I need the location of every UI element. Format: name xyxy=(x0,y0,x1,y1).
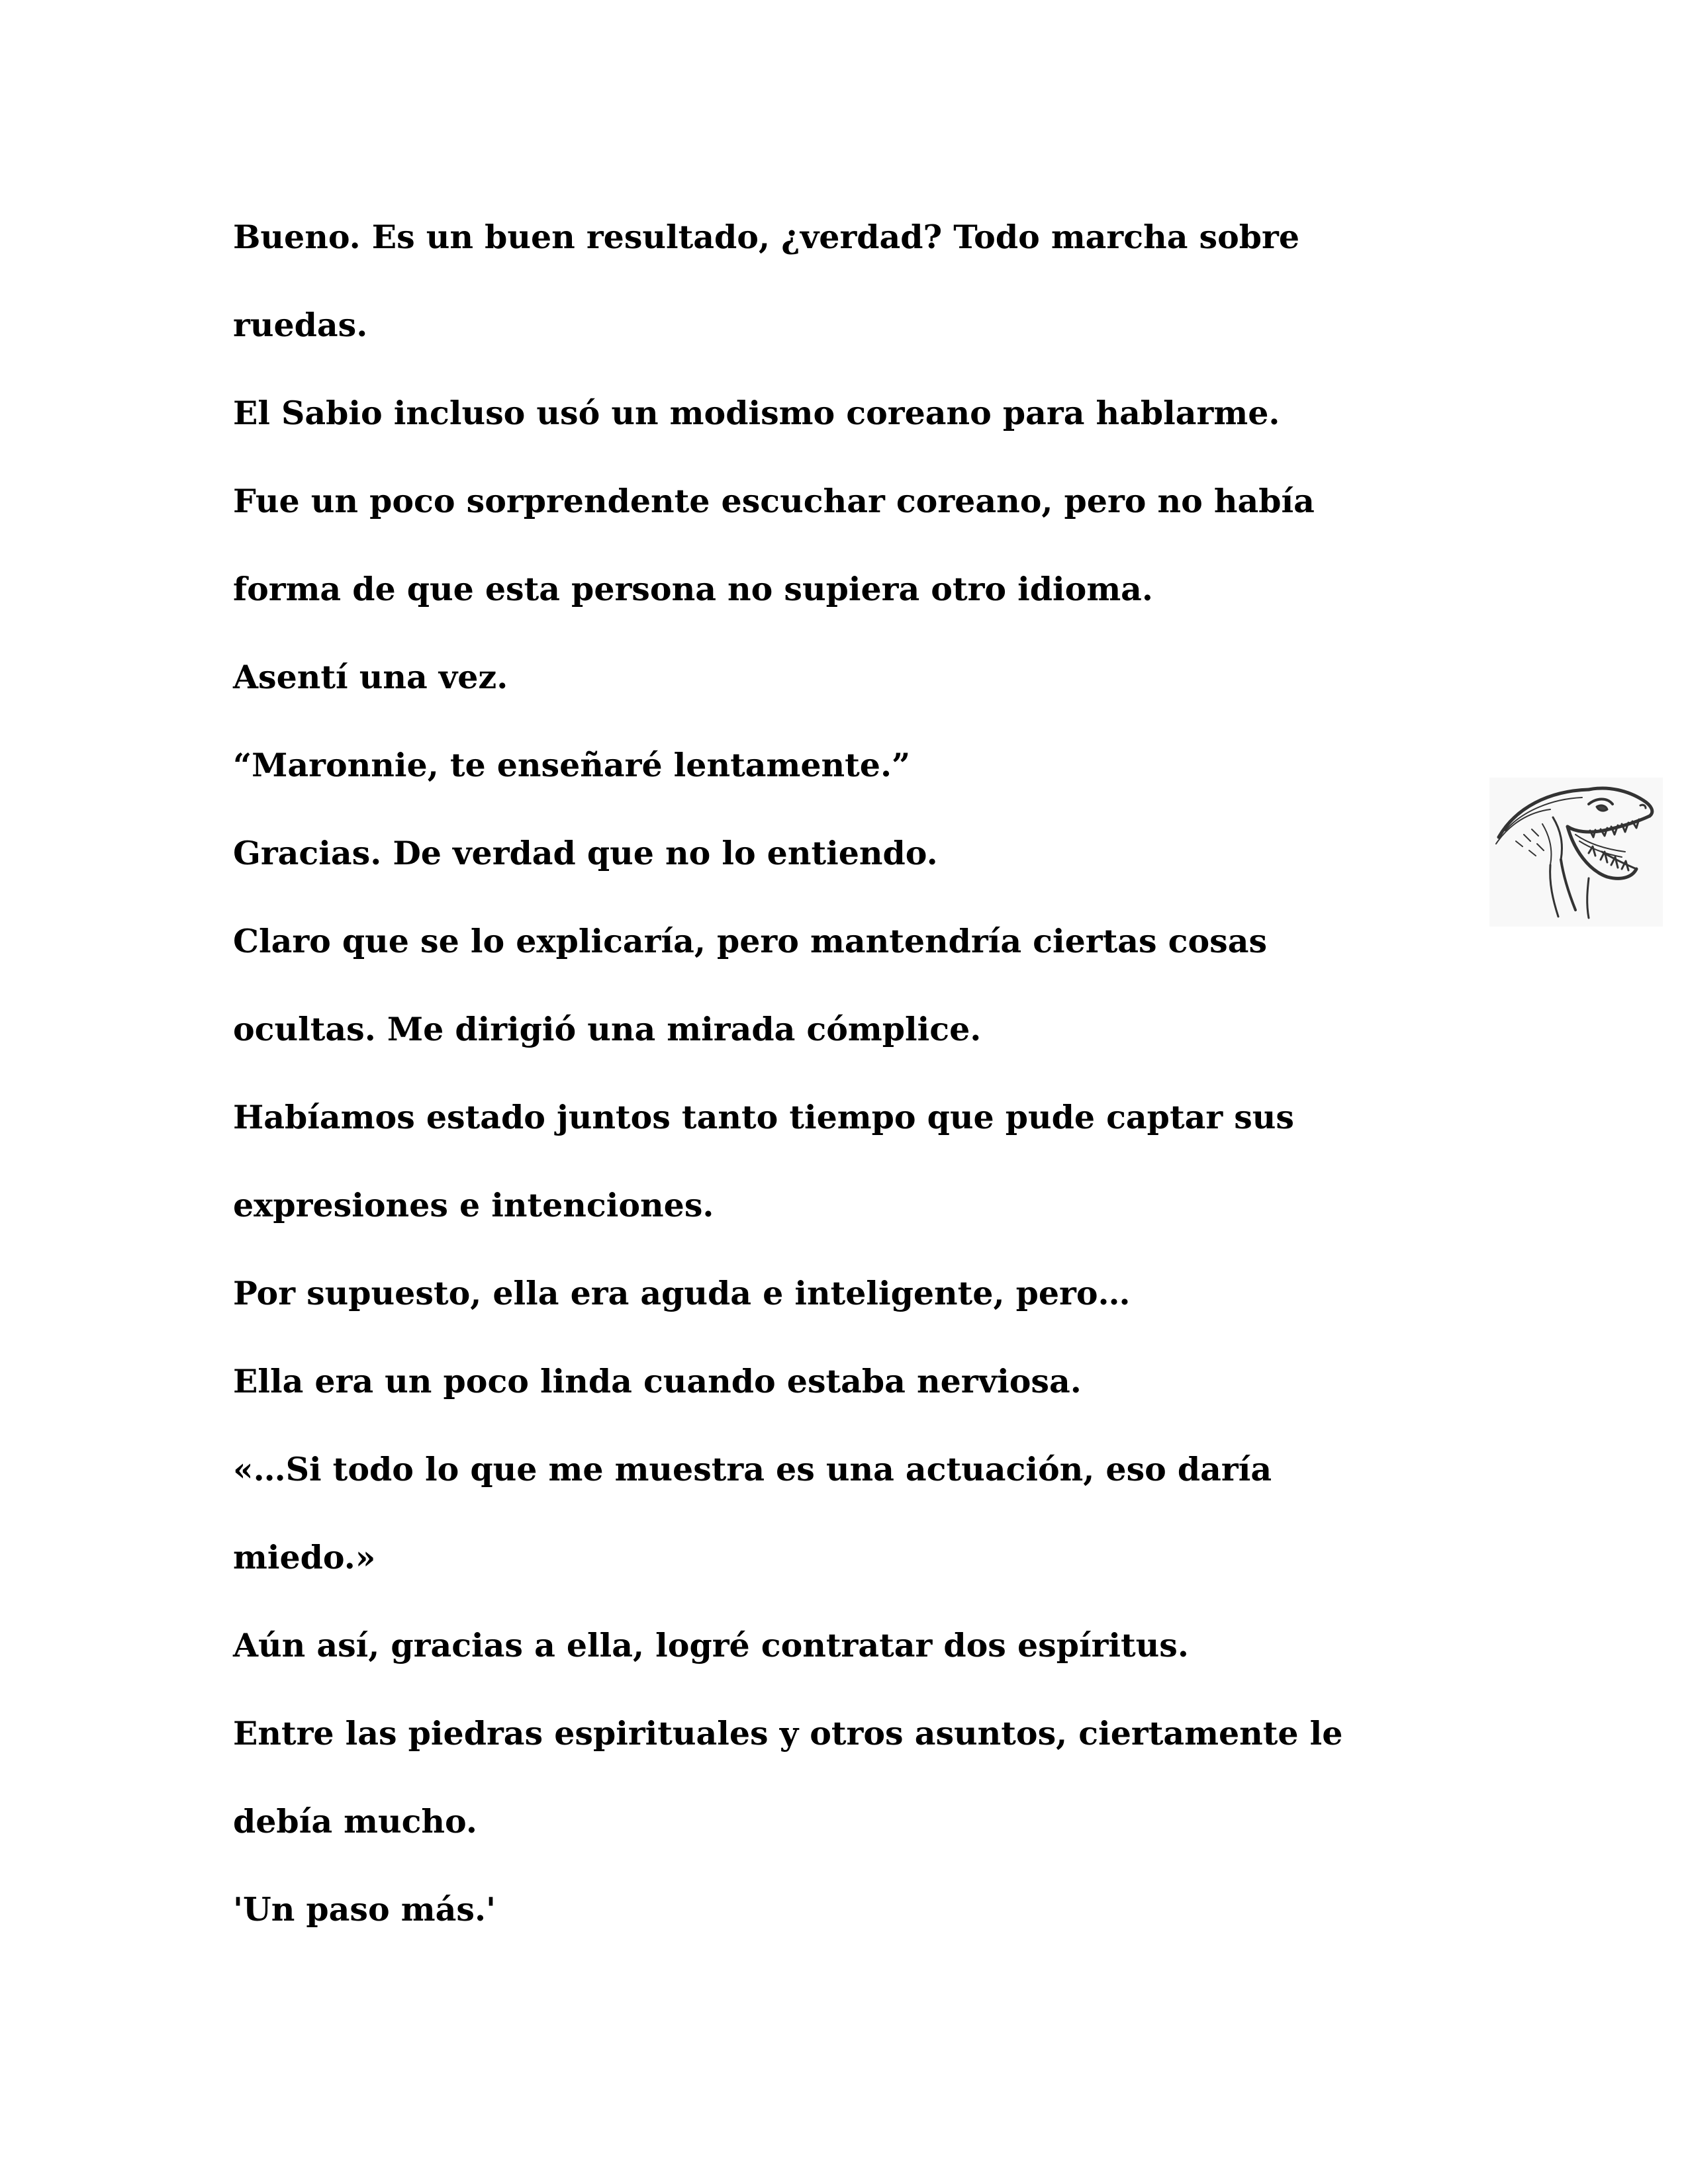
text-line: expresiones e intenciones. xyxy=(233,1186,714,1224)
text-line: ruedas. xyxy=(233,306,368,344)
text-line: 'Un paso más.' xyxy=(233,1890,496,1929)
text-line: Ella era un poco linda cuando estaba nerviosa. xyxy=(233,1362,1082,1400)
text-line: Asentí una vez. xyxy=(233,658,508,696)
text-line: Aún así, gracias a ella, logré contratar dos espíritus. xyxy=(233,1626,1189,1664)
text-line: Gracias. De verdad que no lo entiendo. xyxy=(233,834,938,872)
text-line: Bueno. Es un buen resultado, ¿verdad? Todo marcha sobre xyxy=(233,218,1300,256)
text-line: Claro que se lo explicaría, pero mantendría ciertas cosas xyxy=(233,922,1268,960)
text-line: miedo.» xyxy=(233,1538,376,1576)
dinosaur-head-icon xyxy=(1489,778,1663,927)
text-line: Entre las piedras espirituales y otros asuntos, ciertamente le xyxy=(233,1714,1343,1752)
text-line: “Maronnie, te enseñaré lentamente.” xyxy=(233,746,911,784)
text-line: forma de que esta persona no supiera otro idioma. xyxy=(233,570,1153,608)
text-line: «…Si todo lo que me muestra es una actuación, eso daría xyxy=(233,1450,1272,1488)
text-line: El Sabio incluso usó un modismo coreano para hablarme. xyxy=(233,394,1280,432)
text-line: ocultas. Me dirigió una mirada cómplice. xyxy=(233,1010,982,1048)
text-line: debía mucho. xyxy=(233,1802,477,1841)
text-line: Fue un poco sorprendente escuchar coreano, pero no había xyxy=(233,482,1315,520)
body-text xyxy=(233,193,1491,1954)
text-line: Por supuesto, ella era aguda e inteligente, pero… xyxy=(233,1274,1131,1312)
text-line: Habíamos estado juntos tanto tiempo que pude captar sus xyxy=(233,1098,1295,1136)
